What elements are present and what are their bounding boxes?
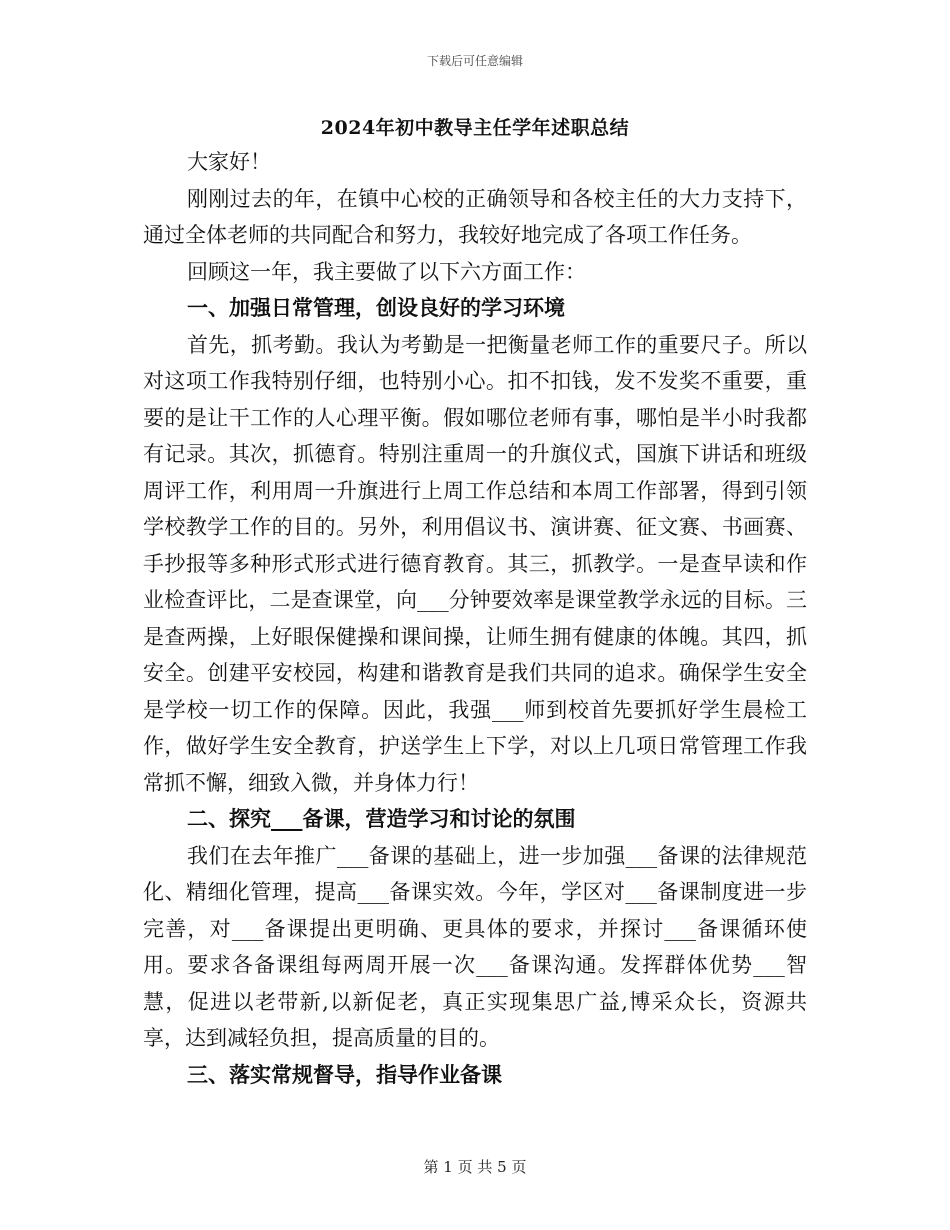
section-heading-3: 三、落实常规督导，指导作业备课: [187, 1061, 502, 1087]
greeting-paragraph: 大家好！: [187, 150, 271, 174]
intro-paragraph: 刚刚过去的年，在镇中心校的正确领导和各校主任的大力支持下，通过全体老师的共同配合和努力，我较好地完成了各项工作任务。: [143, 186, 807, 247]
document-title: 2024年初中教导主任学年述职总结: [320, 117, 630, 139]
page-header-note: 下载后可任意编辑: [426, 54, 523, 68]
section-heading-2: 二、探究___备课，营造学习和讨论的氛围: [187, 806, 576, 831]
section-1-body: 首先，抓考勤。我认为考勤是一把衡量老师工作的重要尺子。所以对这项工作我特别仔细，也特别小心。扣不扣钱，发不发奖不重要，重要的是让干工作的人心理平衡。假如哪位老师有事，哪怕是半小时我都有记录。其次，抓德育。特别注重周一的升旗仪式，国旗下讲话和班级周评工作，利用周一升旗进行上周工作总结和本周工作部署，得到引领学校教学工作的目的。另外，利用倡议书、演讲赛、征文赛、书画赛、手抄报等多种形式形式进行德育教育。其三，抓教学。一是查早读和作业检查评比，二是查课堂，向___分钟要效率是课堂教学永远的目标。三是查两操，上好眼保健操和课间操，让师生拥有健康的体魄。其四，抓安全。创建平安校园，构建和谐教育是我们共同的追求。确保学生安全是学校一切工作的保障。因此，我强___师到校首先要抓好学生晨检工作，做好学生安全教育，护送学生上下学，对以上几项日常管理工作我常抓不懈，细致入微，并身体力行！: [143, 332, 807, 795]
page-number: 第 1 页 共 5 页: [423, 1158, 527, 1176]
section-2-body: 我们在去年推广___备课的基础上，进一步加强___备课的法律规范化、精细化管理，提高___备课实效。今年，学区对___备课制度进一步完善，对___备课提出更明确、更具体的要求，并探讨___备课循环使用。要求各备课组每两周开展一次___备课沟通。发挥群体优势___智慧，促进以老带新,以新促老，真正实现集思广益,博采众长，资源共享，达到减轻负担，提高质量的目的。: [143, 843, 807, 1050]
document-body: [143, 112, 807, 1093]
section-heading-1: 一、加强日常管理，创设良好的学习环境: [187, 295, 565, 320]
review-paragraph: 回顾这一年，我主要做了以下六方面工作：: [187, 259, 586, 284]
